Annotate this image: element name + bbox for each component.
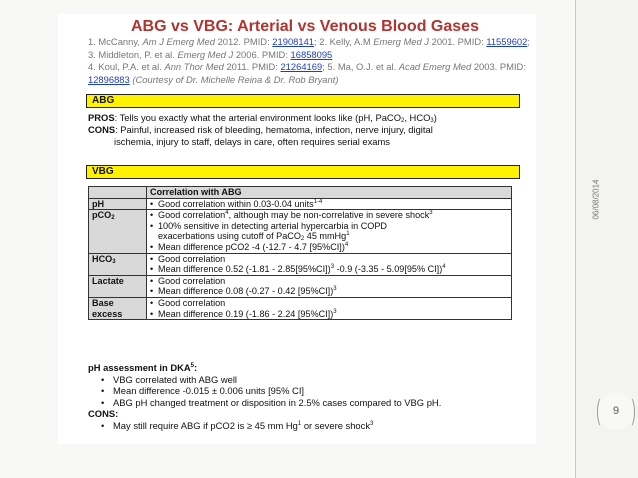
slide-content — [58, 14, 536, 444]
abg-pros — [88, 112, 528, 124]
ref-text: 2001. PMID: — [429, 36, 487, 47]
ref-journal: Ann Thor Med — [164, 61, 224, 73]
ref-journal: Emerg Med J — [177, 48, 234, 60]
correlation-sup: 3 — [333, 286, 337, 293]
correlation-line — [150, 254, 508, 265]
correlation-line — [150, 199, 508, 210]
dka-list — [88, 374, 528, 409]
pmid-link-3[interactable]: 16858095 — [290, 48, 333, 60]
correlation-text: 100% sensitive in detecting arterial hypercarbia in COPD — [158, 220, 387, 231]
parameter-sub: 2 — [111, 215, 115, 222]
correlation-text: Good correlation within 0.03-0.04 units — [158, 198, 314, 209]
ref-text: 4. Koul, P.A. et al. — [88, 61, 165, 73]
parameter-sub: 3 — [112, 258, 116, 265]
ref-text: ; 3. Middleton, P. et al. — [88, 36, 530, 60]
vbg-heading-bar: VBG — [86, 165, 520, 179]
correlation-sup2: 1 — [346, 231, 350, 238]
pmid-link-1[interactable]: 21908141 — [272, 36, 315, 47]
table-cell-parameter — [89, 253, 147, 275]
correlation-text: Good correlation — [158, 210, 226, 221]
table-header-correlation: Correlation with ABG — [147, 187, 512, 199]
ref-text: 2011. PMID: — [223, 61, 281, 73]
table-row — [89, 275, 512, 297]
correlation-line — [150, 264, 508, 275]
abg-cons — [88, 124, 528, 148]
ref-text: 1. McCanny, — [88, 36, 143, 47]
ref-journal: Emerg Med J — [373, 36, 429, 47]
page-number: 9 — [597, 392, 635, 430]
references — [88, 36, 533, 86]
correlation-text: Mean difference 0.19 (-1.86 - 2.24 [95%CI]) — [158, 308, 334, 319]
pros-sub: 2 — [401, 118, 405, 124]
cons-item-sup: 3 — [370, 420, 374, 427]
table-cell-correlation — [147, 198, 512, 210]
correlation-text: Mean difference 0.08 (-0.27 - 0.42 [95%CI]) — [158, 286, 334, 297]
slide-title: ABG vs VBG: Arterial vs Venous Blood Gases — [131, 18, 479, 35]
ref-text: 2012. PMID: — [214, 36, 273, 47]
cons-text-continued: ischemia, injury to staff, delays in care, often requires serial exams — [114, 136, 390, 148]
pros-sub: 3 — [430, 118, 434, 124]
parameter-name: Base excess — [92, 297, 123, 319]
ref-journal: Am J Emerg Med — [142, 36, 215, 47]
correlation-line — [150, 276, 508, 287]
table-header-row — [89, 187, 512, 199]
cons-item-text: or severe shock — [301, 419, 371, 431]
pmid-link-4[interactable]: 21264169 — [280, 61, 323, 73]
correlation-line — [150, 286, 508, 297]
cons-item-sup: 1 — [297, 420, 302, 427]
correlation-line — [150, 242, 508, 253]
dka-title-end: : — [193, 362, 198, 373]
table-cell-parameter — [89, 210, 147, 253]
parameter-name: HCO — [92, 253, 113, 264]
table-cell-parameter — [89, 297, 147, 319]
correlation-after: , although may be non-correlative in severe shock — [228, 210, 430, 221]
parameter-name: pH — [92, 198, 105, 209]
table-cell-correlation — [147, 297, 512, 319]
table-body — [89, 198, 512, 320]
table-row — [89, 297, 512, 319]
table-header-blank — [89, 187, 147, 199]
dka-cons-list — [88, 420, 528, 432]
table-row — [89, 253, 512, 275]
list-item — [98, 420, 528, 432]
correlation-text: Mean difference 0.52 (-1.81 - 2.85[95%CI]) — [158, 264, 331, 275]
slide-date: 06/08/2014 — [591, 179, 601, 220]
correlation-line — [150, 298, 508, 309]
pmid-link-5[interactable]: 12896883 — [88, 73, 130, 85]
pros-text: ) — [433, 112, 437, 123]
correlation-line — [150, 309, 508, 320]
correlation-after: 45 mmHg — [304, 231, 347, 242]
correlation-sup: 4 — [225, 210, 229, 217]
abg-heading-bar: ABG — [86, 94, 520, 108]
dka-title-text: pH assessment in DKA — [88, 362, 191, 373]
correlation-text: Mean difference pCO2 -4 (-12.7 - 4.7 [95%CI]) — [158, 241, 345, 252]
ref-text: 2006. PMID: — [233, 48, 291, 60]
pros-text: , HCO — [404, 112, 431, 123]
list-item: • ABG pH changed treatment or disposition in 2.5% cases compared to VBG pH. — [98, 397, 528, 409]
parameter-name: pCO — [92, 210, 112, 221]
ref-text: 2003. PMID: — [471, 61, 526, 73]
correlation-line — [150, 231, 508, 242]
correlation-text: exacerbations using cutoff of PaCO — [158, 231, 301, 242]
correlation-text: Good correlation — [158, 275, 226, 286]
ref-journal: Acad Emerg Med — [398, 61, 472, 73]
correlation-line — [150, 210, 508, 221]
correlation-sub: 2 — [300, 236, 305, 243]
dka-section — [88, 362, 528, 432]
cons-item-text: May still require ABG if pCO2 is ≥ 45 mm Hg — [113, 419, 298, 431]
dka-title — [88, 362, 528, 374]
dka-cons-label: CONS: — [88, 408, 119, 420]
pros-label: PROS — [88, 112, 115, 123]
ref-text: ; 2. Kelly, A.M — [314, 36, 374, 47]
correlation-sup: 4 — [344, 241, 349, 248]
list-item: • VBG correlated with ABG well — [98, 374, 528, 386]
correlation-sup: 1-4 — [313, 198, 323, 205]
table-cell-correlation — [147, 253, 512, 275]
pros-text: : Tells you exactly what the arterial environment looks like (pH, PaCO — [114, 112, 401, 123]
list-item: • Mean difference -0.015 ± 0.006 units [95% CI] — [98, 385, 528, 397]
ref-courtesy: (Courtesy of Dr. Michelle Reina & Dr. Rob Bryant) — [129, 73, 339, 85]
correlation-sup2: 3 — [429, 210, 433, 217]
cons-text: : Painful, increased risk of bleeding, hematoma, infection, nerve injury, digital — [115, 124, 433, 135]
table-cell-parameter — [89, 275, 147, 297]
correlation-sup2: 4 — [442, 264, 446, 271]
correlation-sup: 3 — [330, 264, 335, 271]
cons-label: CONS — [88, 124, 116, 135]
table-cell-parameter — [89, 198, 147, 210]
table-cell-correlation — [147, 210, 512, 253]
correlation-text: Good correlation — [158, 253, 226, 264]
table-row — [89, 210, 512, 253]
pmid-link-2[interactable]: 11559602 — [486, 36, 528, 47]
table-cell-correlation — [147, 275, 512, 297]
correlation-text: Good correlation — [158, 297, 226, 308]
correlation-sup: 3 — [333, 308, 337, 315]
correlation-after: -0.9 (-3.35 - 5.09[95% CI]) — [334, 264, 443, 275]
vbg-correlation-table — [88, 186, 512, 320]
dka-title-sup: 5 — [190, 363, 194, 369]
correlation-line — [150, 221, 508, 232]
parameter-name: Lactate — [92, 275, 124, 286]
table-row — [89, 198, 512, 210]
ref-text: ; 5. Ma, O.J. et al. — [322, 61, 399, 73]
